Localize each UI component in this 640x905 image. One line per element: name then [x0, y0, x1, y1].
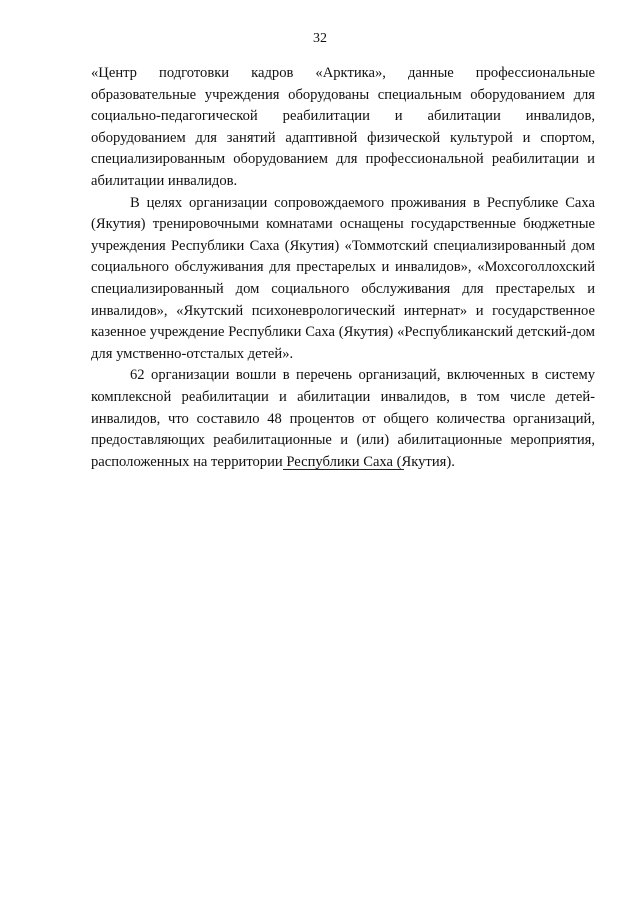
paragraph-1: «Центр подготовки кадров «Арктика», данные профессиональные образовательные учреждения оборудованы специальным оборудованием для социально-педагогической реабилитации и абилитации инвалидов, оборудованием для занятий адаптивной физической культурой и спортом, специализированным оборудованием для профессиональной реабилитации и абилитации инвалидов. — [91, 65, 595, 189]
document-body — [91, 63, 595, 473]
paragraph-2: В целях организации сопровождаемого проживания в Республике Саха (Якутия) тренировочными комнатами оснащены государственные бюджетные учреждения Республики Саха (Якутия) «Томмотский специализированный дом социального обслуживания для престарелых и инвалидов», «Мохсоголлохский специализированный дом социального обслуживания для престарелых и инвалидов», «Якутский психоневрологический интернат» и государственное казенное учреждение Республики Саха (Якутия) «Республиканский детский-дом для умственно-отсталых детей». — [91, 194, 595, 362]
closing-divider-line — [283, 469, 404, 470]
paragraph-3: 62 организации вошли в перечень организаций, включенных в систему комплексной реабилитации и абилитации инвалидов, в том числе детей-инвалидов, что составило 48 процентов от общего количества организаций, предоставляющих реабилитационные и (или) абилитационные мероприятия, расположенных на территории Республики Саха (Якутия). — [91, 367, 595, 470]
page-number: 32 — [313, 31, 327, 46]
